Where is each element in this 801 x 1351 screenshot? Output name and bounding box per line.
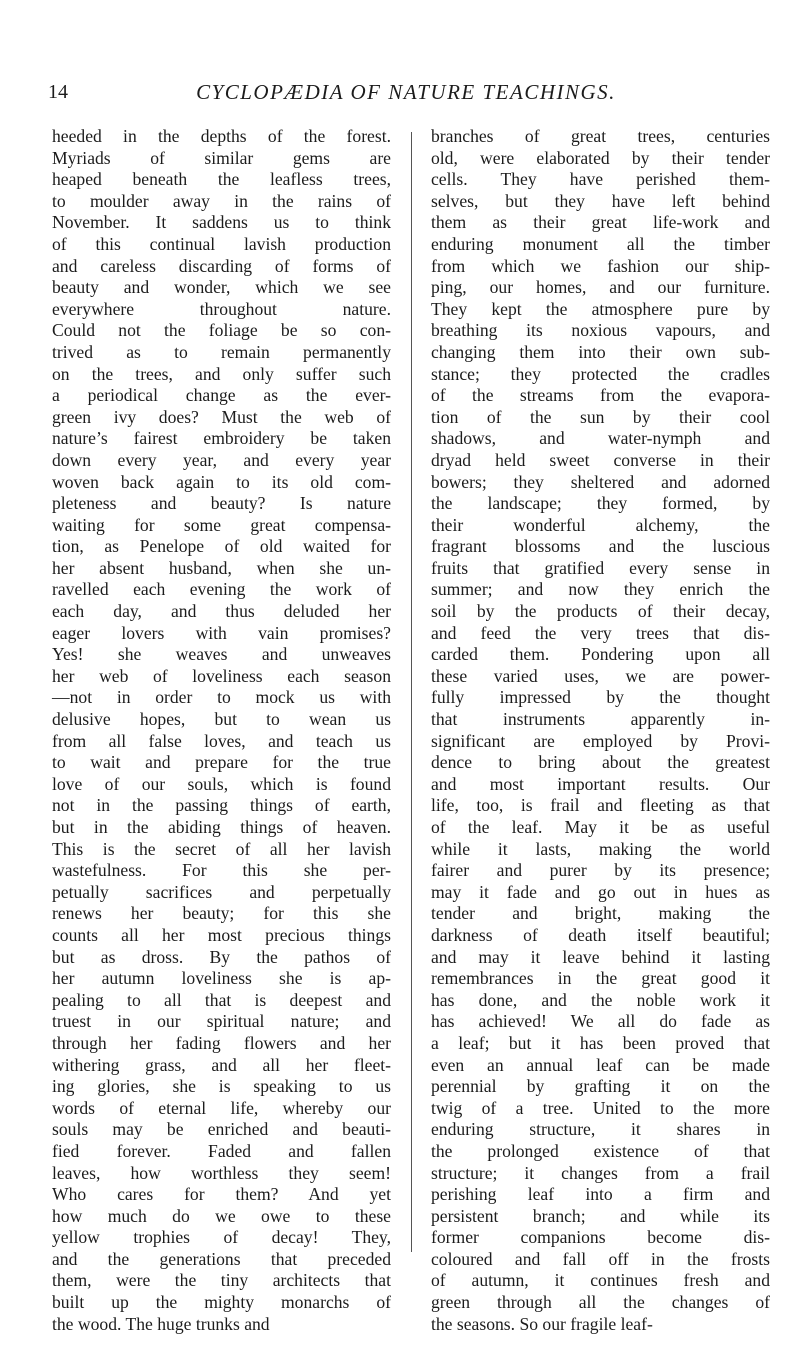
- right-column: [431, 126, 770, 1335]
- text-line: words of eternal life, whereby our: [52, 1097, 391, 1118]
- text-line: petually sacrifices and perpetually: [52, 881, 391, 902]
- text-line: on the trees, and only suffer such: [52, 363, 391, 384]
- text-line: enduring monument all the timber: [431, 233, 770, 254]
- text-line: leaves, how worthless they seem!: [52, 1162, 391, 1183]
- text-line: tion, as Penelope of old waited for: [52, 536, 391, 557]
- text-line: of the leaf. May it be as useful: [431, 817, 770, 837]
- text-line: pealing to all that is deepest and: [52, 989, 391, 1010]
- text-line: November. It saddens us to think: [52, 212, 391, 233]
- text-line: to wait and prepare for the true: [52, 752, 391, 773]
- text-line: woven back again to its old com-: [52, 471, 391, 492]
- text-line: ping, our homes, and our furniture.: [431, 277, 770, 298]
- text-line: tender and bright, making the: [431, 903, 770, 924]
- text-line: each day, and thus deluded her: [52, 601, 391, 622]
- text-line: carded them. Pondering upon all: [431, 644, 770, 665]
- text-line: while it lasts, making the world: [431, 838, 770, 859]
- text-line: This is the secret of all her lavish: [52, 838, 391, 859]
- text-line: summer; and now they enrich the: [431, 579, 770, 600]
- text-line: dence to bring about the greatest: [431, 752, 770, 773]
- running-head: CYCLOPÆDIA OF NATURE TEACHINGS.: [196, 80, 616, 104]
- text-line: even an annual leaf can be made: [431, 1054, 770, 1075]
- text-line: the prolonged existence of that: [431, 1140, 770, 1161]
- text-line: green ivy does? Must the web of: [52, 406, 391, 427]
- text-line: perennial by grafting it on the: [431, 1076, 770, 1097]
- text-line: perishing leaf into a firm and: [431, 1184, 770, 1205]
- text-line: fully impressed by the thought: [431, 687, 770, 708]
- text-line: persistent branch; and while its: [431, 1205, 770, 1226]
- text-line: through her fading flowers and her: [52, 1032, 391, 1053]
- text-line: soil by the products of their decay,: [431, 601, 770, 622]
- text-line: and may it leave behind it lasting: [431, 946, 770, 967]
- text-line: to moulder away in the rains of: [52, 190, 391, 211]
- text-line: wastefulness. For this she per-: [52, 860, 391, 881]
- text-line: renews her beauty; for this she: [52, 903, 391, 924]
- text-line: her autumn loveliness she is ap-: [52, 968, 391, 989]
- text-line: ing glories, she is speaking to us: [52, 1076, 391, 1097]
- text-line: but in the abiding things of heaven.: [52, 817, 391, 837]
- text-line: shadows, and water-nymph and: [431, 428, 770, 449]
- text-line: structure; it changes from a frail: [431, 1162, 770, 1183]
- text-line: counts all her most precious things: [52, 924, 391, 945]
- text-line: fragrant blossoms and the luscious: [431, 536, 770, 557]
- text-line: old, were elaborated by their tender: [431, 147, 770, 168]
- text-line: beauty and wonder, which we see: [52, 277, 391, 298]
- text-line: from which we fashion our ship-: [431, 255, 770, 276]
- text-line: their wonderful alchemy, the: [431, 514, 770, 535]
- text-line: a periodical change as the ever-: [52, 385, 391, 406]
- text-line: heeded in the depths of the forest.: [52, 126, 391, 146]
- text-line: a leaf; but it has been proved that: [431, 1032, 770, 1053]
- text-line: nature’s fairest embroidery be taken: [52, 428, 391, 449]
- text-line: that instruments apparently in-: [431, 709, 770, 730]
- text-line: them, were the tiny architects that: [52, 1270, 391, 1291]
- text-line: They kept the atmosphere pure by: [431, 298, 770, 319]
- text-line: and feed the very trees that dis-: [431, 622, 770, 643]
- text-line: Who cares for them? And yet: [52, 1184, 391, 1205]
- text-line: life, too, is frail and fleeting as that: [431, 795, 770, 816]
- text-line: fairer and purer by its presence;: [431, 860, 770, 881]
- text-line: changing them into their own sub-: [431, 341, 770, 362]
- text-line: trived as to remain permanently: [52, 341, 391, 362]
- text-line: bowers; they sheltered and adorned: [431, 471, 770, 492]
- text-line: her web of loveliness each season: [52, 665, 391, 686]
- text-line: coloured and fall off in the frosts: [431, 1248, 770, 1269]
- text-line: love of our souls, which is found: [52, 773, 391, 794]
- text-line: how much do we owe to these: [52, 1205, 391, 1226]
- text-line: enduring structure, it shares in: [431, 1119, 770, 1140]
- text-line: these varied uses, we are power-: [431, 665, 770, 686]
- column-divider: [411, 132, 412, 1252]
- text-line: yellow trophies of decay! They,: [52, 1227, 391, 1248]
- text-line: heaped beneath the leafless trees,: [52, 169, 391, 190]
- text-line: delusive hopes, but to wean us: [52, 709, 391, 730]
- text-line: cells. They have perished them-: [431, 169, 770, 190]
- text-line: souls may be enriched and beauti-: [52, 1119, 391, 1140]
- text-line: but as dross. By the pathos of: [52, 946, 391, 967]
- left-column: [52, 126, 391, 1335]
- text-line: and careless discarding of forms of: [52, 255, 391, 276]
- text-line: Myriads of similar gems are: [52, 147, 391, 168]
- page-header: [36, 78, 776, 112]
- text-line: dryad held sweet converse in their: [431, 449, 770, 470]
- text-line: branches of great trees, centuries: [431, 126, 770, 146]
- text-line: everywhere throughout nature.: [52, 298, 391, 319]
- text-columns: [52, 126, 782, 1334]
- text-line: fied forever. Faded and fallen: [52, 1140, 391, 1161]
- text-line: waiting for some great compensa-: [52, 514, 391, 535]
- text-line: truest in our spiritual nature; and: [52, 1011, 391, 1032]
- text-line: Yes! she weaves and unweaves: [52, 644, 391, 665]
- text-line: pleteness and beauty? Is nature: [52, 493, 391, 514]
- text-line: the wood. The huge trunks and: [52, 1313, 270, 1334]
- text-line: and the generations that preceded: [52, 1248, 391, 1269]
- text-line: down every year, and every year: [52, 449, 391, 470]
- text-line: the landscape; they formed, by: [431, 493, 770, 514]
- text-line: them as their great life-work and: [431, 212, 770, 233]
- text-line: selves, but they have left behind: [431, 190, 770, 211]
- text-line: green through all the changes of: [431, 1292, 770, 1313]
- text-line: eager lovers with vain promises?: [52, 622, 391, 643]
- text-line: not in the passing things of earth,: [52, 795, 391, 816]
- text-line: ravelled each evening the work of: [52, 579, 391, 600]
- text-line: her absent husband, when she un-: [52, 557, 391, 578]
- text-line: from all false loves, and teach us: [52, 730, 391, 751]
- text-line: the seasons. So our fragile leaf-: [431, 1313, 653, 1334]
- text-line: twig of a tree. United to the more: [431, 1097, 770, 1118]
- text-line: may it fade and go out in hues as: [431, 881, 770, 902]
- text-line: stance; they protected the cradles: [431, 363, 770, 384]
- text-line: withering grass, and all her fleet-: [52, 1054, 391, 1075]
- text-line: significant are employed by Provi-: [431, 730, 770, 751]
- text-line: built up the mighty monarchs of: [52, 1292, 391, 1313]
- text-line: of autumn, it continues fresh and: [431, 1270, 770, 1291]
- text-line: darkness of death itself beautiful;: [431, 924, 770, 945]
- text-line: tion of the sun by their cool: [431, 406, 770, 427]
- text-line: has achieved! We all do fade as: [431, 1011, 770, 1032]
- text-line: of this continual lavish production: [52, 233, 391, 254]
- text-line: of the streams from the evapora-: [431, 385, 770, 406]
- text-line: has done, and the noble work it: [431, 989, 770, 1010]
- text-line: Could not the foliage be so con-: [52, 320, 391, 341]
- page-number: 14: [48, 81, 68, 103]
- text-line: former companions become dis-: [431, 1227, 770, 1248]
- text-line: fruits that gratified every sense in: [431, 557, 770, 578]
- text-line: breathing its noxious vapours, and: [431, 320, 770, 341]
- text-line: remembrances in the great good it: [431, 968, 770, 989]
- text-line: and most important results. Our: [431, 773, 770, 794]
- text-line: —not in order to mock us with: [52, 687, 391, 708]
